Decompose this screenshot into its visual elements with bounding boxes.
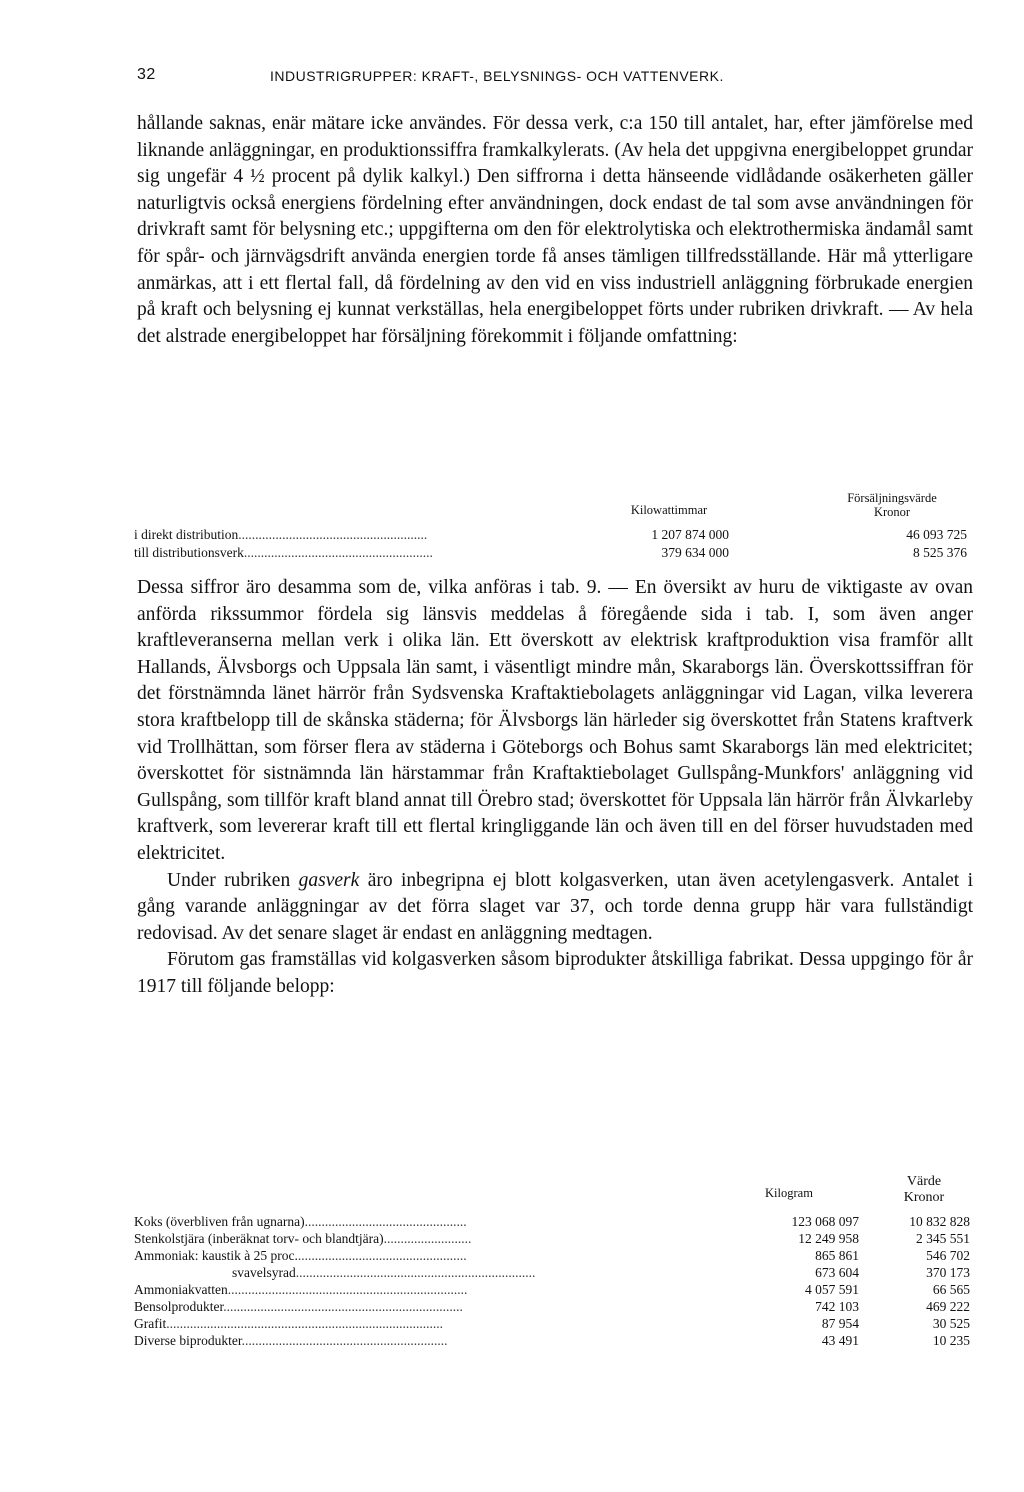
row-kg: 12 249 958 <box>798 1231 859 1246</box>
byproducts-table-header-kg: Kilogram <box>765 1186 813 1200</box>
leader-dots: ............................................................. <box>241 1333 448 1348</box>
row-kwh: 379 634 000 <box>661 545 729 560</box>
table-row <box>134 1333 984 1351</box>
row-label-text: Ammoniak: kaustik à 25 proc. <box>134 1248 298 1263</box>
row-kg: 4 057 591 <box>805 1282 859 1297</box>
byproducts-table-header-value-line2: Kronor <box>903 1190 945 1205</box>
row-kg: 865 861 <box>815 1248 859 1263</box>
row-value: 46 093 725 <box>906 527 967 542</box>
row-value: 10 832 828 <box>909 1214 970 1229</box>
row-label <box>134 1214 719 1230</box>
body-section-2 <box>137 575 973 1001</box>
table-row <box>134 1248 984 1266</box>
gasverk-text-after: äro inbegripna ej blott kolgasverken, utan även acetylengasverk. Antalet i gång varande anläggningar av det förra slaget var 37, och torde denna grupp här vara fullständigt redovisad. Av det senare slaget är endast en anläggning medtagen. <box>137 869 973 944</box>
row-kg: 673 604 <box>815 1265 859 1280</box>
row-value: 370 173 <box>926 1265 970 1280</box>
row-label <box>134 1282 719 1298</box>
leader-dots: ................................................ <box>304 1214 467 1229</box>
row-label <box>134 1231 719 1247</box>
paragraph-energy-usage: hållande saknas, enär mätare icke användes. För dessa verk, c:a 150 till antalet, har, efter jämförelse med liknande anläggningar, en produktionssiffra framkalkylerats. (Av hela det uppgivna energibeloppet grundar sig ungefär 4 ½ procent på dylik kalkyl.) Den siffrorna i detta hänseende vidlådande osäkerheten gäller naturligtvis också energiens fördelning efter användningen, dock endast de tal som avse användningen för drivkraft samt för belysning etc.; uppgifterna om den för elektrolytiska och elektrothermiska ändamål samt för spår- och järnvägsdrift använda energien torde få anses tämligen tillfredsställande. Här må ytterligare anmärkas, att i ett flertal fall, då fördelning av den vid en viss industriell anläggning förbrukade energien på kraft och belysning ej kunnat verkställas, hela energibeloppet förts under rubriken drivkraft. — Av hela det alstrade energibeloppet har försäljning förekommit i följande omfattning: <box>137 113 973 347</box>
row-label-text: i direkt distribution <box>134 527 239 542</box>
row-label <box>134 1299 719 1315</box>
paragraph-regional-overview: Dessa siffror äro desamma som de, vilka anföras i tab. 9. — En översikt av huru de viktigaste av ovan anförda rikssummor fördela sig länsvis meddelas å föregående sida i tab. I, som även anger kraftleveranserna mellan verk i olika län. Ett överskott av elektrisk kraftproduktion visa framför allt Hallands, Älvsborgs och Uppsala län samt, i väsentligt mindre mån, Skaraborgs län. Överskottssiffran för det förstnämnda länet härrör från Sydsvenska Kraftaktiebolagets anläggningar vid Lagan, vilka leverera stora kraftbelopp till de skånska städerna; för Älvsborgs län härleder sig överskottet från Statens kraftverk vid Trollhättan, som förser flera av städerna i Göteborgs och Bohus samt Skaraborgs län med elektricitet; överskottet för sistnämnda län härstammar från Kraftaktiebolaget Gullspång-Munkfors' anläggning vid Gullspång, som tillför kraft bland annat till Örebro stad; överskottet för Uppsala län härrör från Älvkarleby kraftverk, som levererar kraft till ett flertal kringliggande län och även till en del förser huvudstaden med elektricitet. <box>137 577 973 864</box>
row-value: 546 702 <box>926 1248 970 1263</box>
leader-dots: .......................... <box>383 1231 472 1246</box>
leader-dots: ....................................................................... <box>227 1282 468 1297</box>
row-value: 30 525 <box>932 1316 970 1331</box>
gasverk-text-before: Under rubriken <box>167 869 299 891</box>
page-number: 32 <box>137 66 156 83</box>
paragraph-biprodukter: Förutom gas framställas vid kolgasverken såsom biprodukter åtskilliga fabrikat. Dessa uppgingo för år 1917 till följande belopp: <box>137 949 973 997</box>
running-title: INDUSTRIGRUPPER: KRAFT-, BELYSNINGS- OCH VATTENVERK. <box>270 68 724 84</box>
byproducts-table-header-value <box>869 1174 979 1206</box>
row-label-text: Diverse biprodukter <box>134 1333 242 1348</box>
table-row <box>134 1265 984 1283</box>
leader-dots: ....................................................................... <box>295 1265 536 1280</box>
row-kg: 123 068 097 <box>791 1214 859 1229</box>
table-row <box>134 1299 984 1317</box>
row-label <box>134 545 589 561</box>
table-row <box>134 1214 984 1232</box>
row-label <box>134 1333 719 1349</box>
table-row <box>134 1231 984 1249</box>
row-value: 2 345 551 <box>916 1231 970 1246</box>
row-label <box>134 1316 719 1332</box>
row-kg: 742 103 <box>815 1299 859 1314</box>
body-section-1 <box>137 111 973 350</box>
row-kg: 43 491 <box>821 1333 859 1348</box>
sales-table-header-value-line1: Försäljningsvärde <box>847 491 937 505</box>
leader-dots: ........................................................ <box>238 527 428 542</box>
row-label <box>134 1248 719 1264</box>
leader-dots: ....................................................................... <box>223 1299 463 1314</box>
byproducts-table-header-value-line1: Värde <box>906 1174 942 1189</box>
table-row <box>134 1282 984 1300</box>
sales-table <box>134 491 984 566</box>
row-value: 66 565 <box>932 1282 970 1297</box>
row-label <box>134 527 589 543</box>
row-label-text: Stenkolstjära (inberäknat torv- och blandtjära) <box>134 1231 384 1246</box>
table-row <box>134 527 984 545</box>
row-label-text: till distributionsverk <box>134 545 244 560</box>
running-header <box>137 66 977 88</box>
row-label <box>232 1265 719 1281</box>
leader-dots: ........................................................ <box>243 545 433 560</box>
leader-dots: .................................................................................. <box>166 1316 443 1331</box>
sales-table-header-value <box>802 491 982 519</box>
row-value: 469 222 <box>926 1299 970 1314</box>
row-label-text: Ammoniakvatten <box>134 1282 228 1297</box>
table-row <box>134 545 984 563</box>
row-value: 8 525 376 <box>913 545 967 560</box>
row-kwh: 1 207 874 000 <box>651 527 729 542</box>
paragraph-gasverk <box>137 868 973 948</box>
gasverk-emphasis: gasverk <box>298 869 360 891</box>
sales-table-header-kwh: Kilowattimmar <box>630 503 708 517</box>
byproducts-table <box>134 1172 984 1372</box>
leader-dots: .................................................. <box>297 1248 467 1263</box>
row-value: 10 235 <box>932 1333 970 1348</box>
row-label-text: Bensolprodukter <box>134 1299 224 1314</box>
row-kg: 87 954 <box>821 1316 859 1331</box>
row-label-text: Grafit <box>134 1316 167 1331</box>
row-label-text: Koks (överbliven från ugnarna) <box>134 1214 305 1229</box>
sales-table-header-value-line2: Kronor <box>873 505 911 519</box>
table-row <box>134 1316 984 1334</box>
row-label-text: svavelsyrad <box>232 1265 296 1280</box>
